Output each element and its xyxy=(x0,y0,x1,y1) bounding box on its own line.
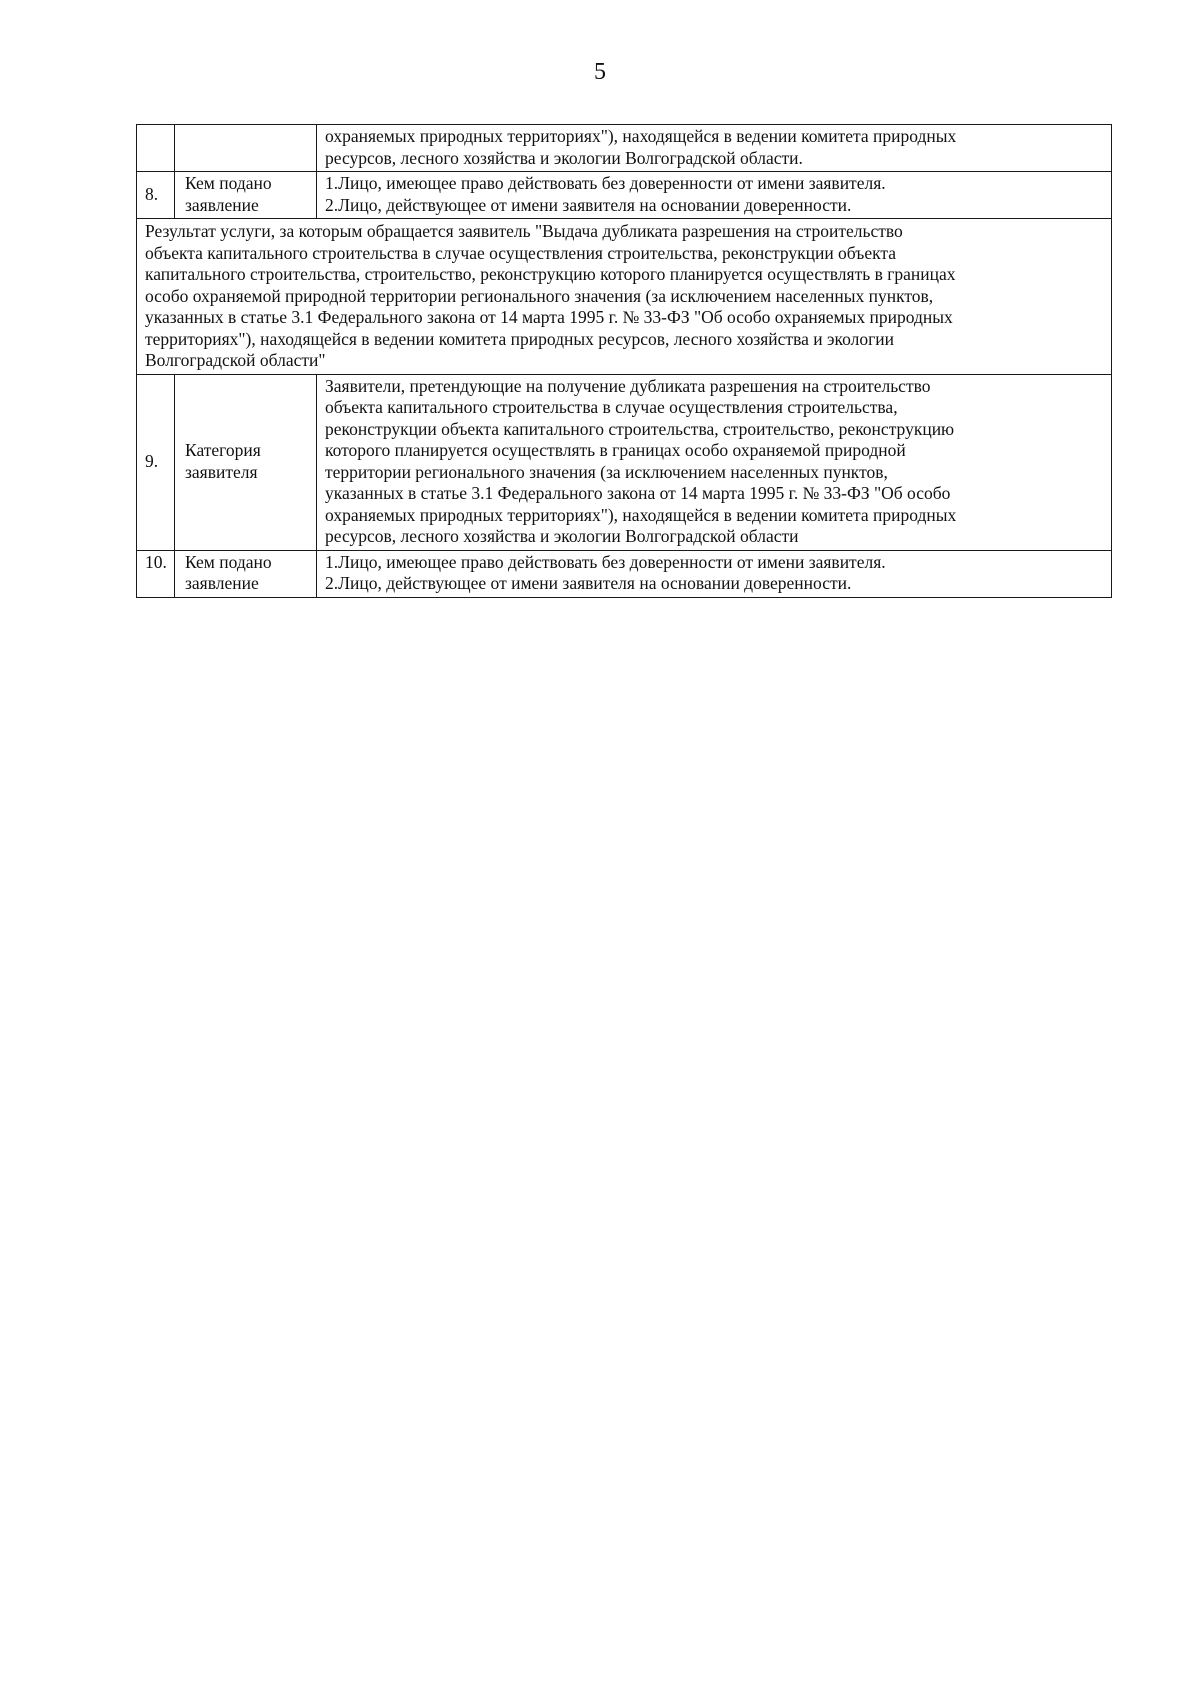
label-line: заявление xyxy=(185,194,259,215)
text-line: капитального строительства, строительство, реконструкцию которого планируется осуществлять в границах xyxy=(145,264,956,284)
text-line: территории регионального значения (за исключением населенных пунктов, xyxy=(325,461,888,482)
text-line: реконструкции объекта капитального строительства, строительство, реконструкцию xyxy=(325,418,955,439)
row-text-cell xyxy=(317,550,1112,597)
text-line: 2.Лицо, действующее от имени заявителя на основании доверенности. xyxy=(325,573,852,593)
row-number-cell xyxy=(137,125,175,172)
result-cell xyxy=(137,219,1112,375)
table-row-8 xyxy=(137,172,1112,219)
label-line: Кем подано xyxy=(185,173,272,193)
text-line: Волгоградской области" xyxy=(145,350,326,370)
text-line: ресурсов, лесного хозяйства и экологии Волгоградской области xyxy=(325,526,799,546)
text-line: указанных в статье 3.1 Федерального закона от 14 марта 1995 г. № 33-ФЗ "Об особо xyxy=(325,483,951,503)
page-number: 5 xyxy=(594,59,606,85)
text-line: объекта капитального строительства в случае осуществления строительства, xyxy=(325,397,898,417)
table-row-9 xyxy=(137,374,1112,550)
text-line: ресурсов, лесного хозяйства и экологии Волгоградской области. xyxy=(325,147,803,168)
text-line: особо охраняемой природной территории регионального значения (за исключением населенных пунктов, xyxy=(145,285,934,306)
text-line: Результат услуги, за которым обращается заявитель "Выдача дубликата разрешения на строительство xyxy=(145,221,903,241)
table-row-10 xyxy=(137,550,1112,597)
text-line: 2.Лицо, действующее от имени заявителя на основании доверенности. xyxy=(325,194,852,215)
text-line: которого планируется осуществлять в границах особо охраняемой природной xyxy=(325,440,906,460)
text-line: территориях"), находящейся в ведении комитета природных ресурсов, лесного хозяйства и экологии xyxy=(145,328,895,349)
text-line: Заявители, претендующие на получение дубликата разрешения на строительство xyxy=(325,375,931,396)
row-number-cell: 8. xyxy=(137,172,175,219)
row-label-cell xyxy=(175,172,317,219)
table-row-continuation xyxy=(137,125,1112,172)
service-table xyxy=(136,124,1112,598)
label-line: заявление xyxy=(185,573,259,593)
row-number-cell: 10. xyxy=(137,550,175,597)
row-label-cell xyxy=(175,550,317,597)
row-text-cell xyxy=(317,172,1112,219)
label-line: Категория xyxy=(185,440,261,460)
label-line: Кем подано xyxy=(185,551,272,572)
label-line: заявителя xyxy=(185,461,258,482)
text-line: объекта капитального строительства в случае осуществления строительства, реконструкции объекта xyxy=(145,242,896,263)
text-line: 1.Лицо, имеющее право действовать без доверенности от имени заявителя. xyxy=(325,173,886,193)
text-line: охраняемых природных территориях"), находящейся в ведении комитета природных xyxy=(325,504,957,525)
text-line: указанных в статье 3.1 Федерального закона от 14 марта 1995 г. № 33-ФЗ "Об особо охраняемых природных xyxy=(145,307,953,327)
row-text-cell xyxy=(317,125,1112,172)
row-label-cell xyxy=(175,374,317,550)
table-row-result xyxy=(137,219,1112,375)
text-line: охраняемых природных территориях"), находящейся в ведении комитета природных xyxy=(325,126,957,146)
row-number-cell: 9. xyxy=(137,374,175,550)
row-label-cell xyxy=(175,125,317,172)
row-text-cell xyxy=(317,374,1112,550)
text-line: 1.Лицо, имеющее право действовать без доверенности от имени заявителя. xyxy=(325,551,886,572)
